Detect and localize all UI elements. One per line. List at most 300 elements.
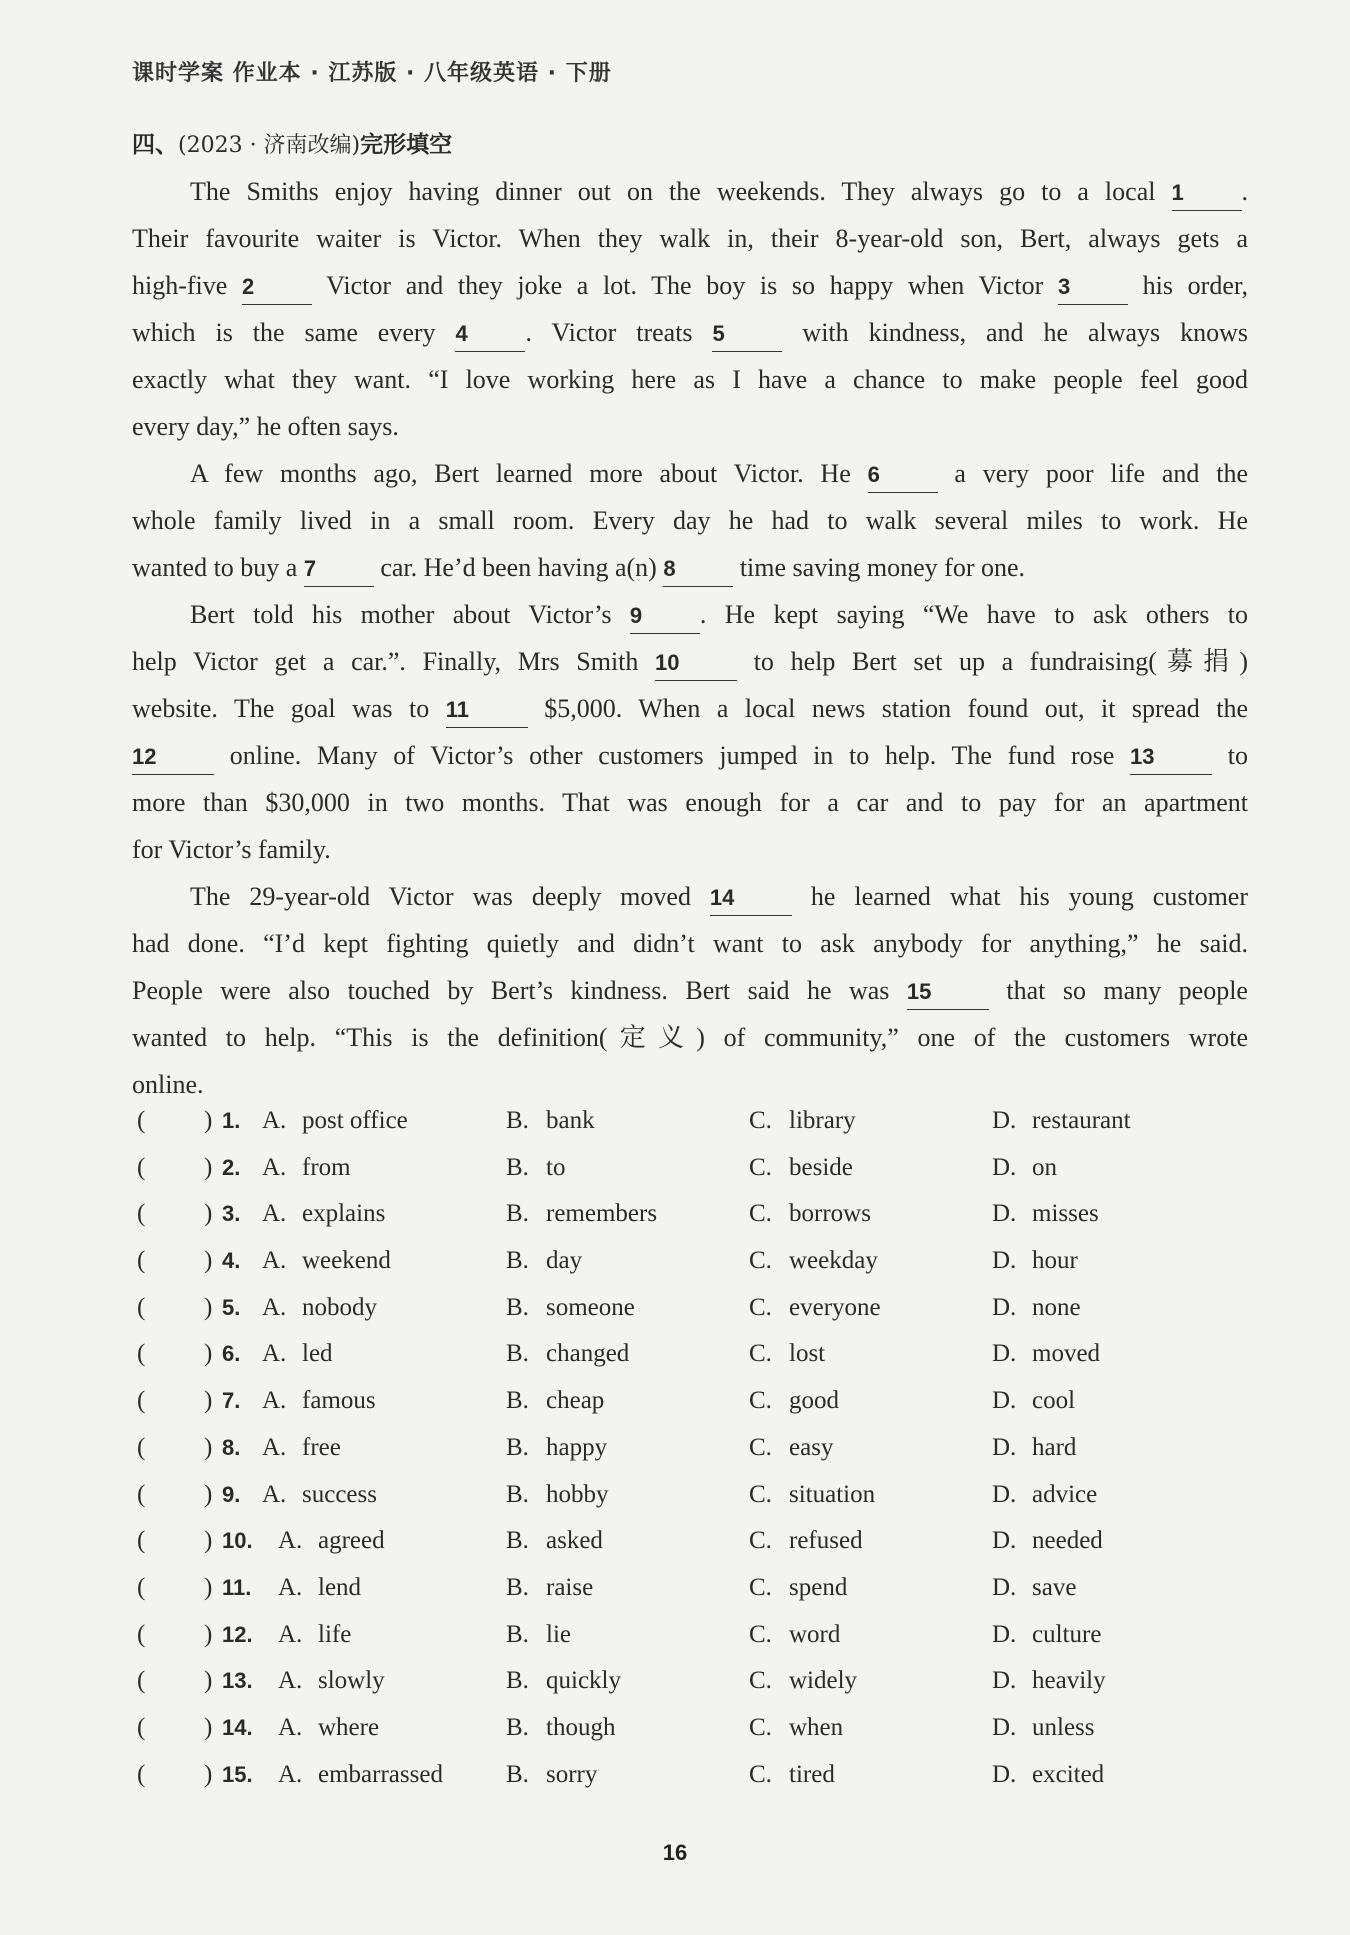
option-c[interactable] <box>749 1191 871 1237</box>
option-letter: D. <box>992 1667 1017 1695</box>
option-text: word <box>789 1620 841 1648</box>
option-text: on <box>1032 1153 1057 1181</box>
option-d[interactable] <box>992 1238 1078 1284</box>
option-letter: B. <box>506 1247 529 1275</box>
passage-line <box>132 779 1248 826</box>
option-text: moved <box>1032 1340 1101 1368</box>
option-c[interactable] <box>749 1425 833 1471</box>
option-letter: A. <box>278 1620 303 1648</box>
option-letter: D. <box>992 1433 1017 1461</box>
passage-text: $5,000. When a local news station found out, it spread the <box>527 694 1249 723</box>
question-number: 5. <box>222 1294 241 1320</box>
question-row <box>132 1565 1252 1612</box>
option-letter: D. <box>992 1620 1017 1648</box>
option-text: from <box>302 1153 351 1181</box>
option-a[interactable] <box>262 1425 341 1471</box>
passage-text: with kindness, and he always knows <box>782 318 1248 347</box>
option-b[interactable] <box>506 1518 603 1564</box>
option-letter: D. <box>992 1153 1017 1181</box>
option-b[interactable] <box>506 1425 607 1471</box>
passage-line <box>132 685 1248 732</box>
option-letter: B. <box>506 1340 529 1368</box>
option-text: beside <box>789 1153 853 1181</box>
answer-paren-close: ) <box>204 1387 213 1415</box>
question-number: 2. <box>222 1154 241 1180</box>
answer-paren-close: ) <box>204 1107 213 1134</box>
option-b[interactable] <box>506 1331 629 1377</box>
option-letter: D. <box>992 1480 1017 1508</box>
option-text: spend <box>789 1573 848 1601</box>
option-letter: D. <box>992 1340 1017 1368</box>
option-text: asked <box>546 1527 603 1555</box>
answer-paren-open[interactable]: ( <box>137 1433 146 1461</box>
option-letter: C. <box>749 1760 772 1788</box>
option-letter: D. <box>992 1527 1017 1555</box>
question-number: 15. <box>222 1761 253 1787</box>
answer-paren-close: ) <box>204 1340 213 1368</box>
option-text: weekend <box>302 1247 391 1275</box>
option-text: raise <box>546 1573 594 1601</box>
answer-paren-open[interactable]: ( <box>137 1247 146 1275</box>
option-b[interactable] <box>506 1098 595 1144</box>
option-text: hour <box>1032 1247 1078 1275</box>
option-d[interactable] <box>992 1752 1104 1798</box>
answer-paren-open[interactable]: ( <box>137 1760 146 1788</box>
option-c[interactable] <box>749 1098 856 1144</box>
option-text: tired <box>789 1760 835 1788</box>
option-b[interactable] <box>506 1658 621 1704</box>
option-text: nobody <box>302 1293 377 1321</box>
option-c[interactable] <box>749 1612 840 1658</box>
option-text: advice <box>1032 1480 1098 1508</box>
answer-paren-close: ) <box>204 1573 213 1601</box>
section-number: 四、 <box>132 132 178 158</box>
option-letter: C. <box>749 1387 772 1415</box>
passage-text: The 29-year-old Victor was deeply moved <box>190 882 710 911</box>
passage-text: help Victor get a car.”. Finally, Mrs Smith <box>132 647 656 676</box>
answer-paren-open[interactable]: ( <box>137 1480 146 1508</box>
section-title <box>132 126 452 159</box>
option-c[interactable] <box>749 1285 881 1331</box>
option-d[interactable] <box>992 1705 1095 1751</box>
option-text: hobby <box>546 1480 609 1508</box>
question-number: 8. <box>222 1434 241 1460</box>
option-text: bank <box>546 1107 595 1134</box>
question-number: 10. <box>222 1528 253 1554</box>
passage-line <box>132 826 1248 873</box>
option-a[interactable] <box>262 1472 377 1518</box>
option-text: to <box>546 1153 566 1181</box>
option-text: weekday <box>789 1247 878 1275</box>
option-text: culture <box>1032 1620 1102 1648</box>
option-d[interactable] <box>992 1612 1101 1658</box>
answer-paren-open[interactable]: ( <box>137 1667 146 1695</box>
option-text: needed <box>1032 1527 1103 1555</box>
answer-blank[interactable]: 8 <box>663 552 733 587</box>
option-a[interactable] <box>262 1145 351 1191</box>
option-text: lend <box>318 1573 362 1601</box>
option-b[interactable] <box>506 1612 571 1658</box>
answer-paren-open[interactable]: ( <box>137 1527 146 1555</box>
option-letter: A. <box>262 1200 287 1228</box>
passage-line <box>132 262 1248 309</box>
answer-paren-open[interactable]: ( <box>137 1387 146 1415</box>
option-letter: C. <box>749 1340 772 1368</box>
option-text: when <box>789 1713 844 1741</box>
option-text: post office <box>302 1107 408 1134</box>
answer-blank[interactable]: 2 <box>242 270 312 305</box>
passage-text: had done. “I’d kept fighting quietly and didn’t want to ask anybody for anything,” he said. <box>132 929 1248 958</box>
answer-paren-open[interactable]: ( <box>137 1620 146 1648</box>
option-a[interactable] <box>278 1705 379 1751</box>
passage-line <box>132 873 1248 920</box>
option-d[interactable] <box>992 1378 1075 1424</box>
question-row <box>132 1238 1252 1285</box>
option-letter: D. <box>992 1200 1017 1228</box>
question-number: 4. <box>222 1248 241 1274</box>
option-letter: C. <box>749 1620 772 1648</box>
option-c[interactable] <box>749 1472 875 1518</box>
passage-text: Bert told his mother about Victor’s <box>190 600 630 629</box>
option-d[interactable] <box>992 1331 1100 1377</box>
option-a[interactable] <box>262 1285 377 1331</box>
answer-blank[interactable]: 15 <box>907 975 989 1010</box>
option-a[interactable] <box>278 1612 351 1658</box>
option-letter: B. <box>506 1293 529 1321</box>
option-a[interactable] <box>262 1191 385 1237</box>
option-text: where <box>318 1713 380 1741</box>
option-letter: B. <box>506 1713 529 1741</box>
answer-blank[interactable]: 1 <box>1172 176 1242 211</box>
option-text: led <box>302 1340 333 1368</box>
option-text: save <box>1032 1573 1077 1601</box>
passage-line <box>132 356 1248 403</box>
option-text: embarrassed <box>318 1760 443 1788</box>
option-b[interactable] <box>506 1705 615 1751</box>
answer-paren-open[interactable]: ( <box>137 1293 146 1321</box>
option-b[interactable] <box>506 1145 565 1191</box>
option-letter: B. <box>506 1433 529 1461</box>
option-letter: D. <box>992 1107 1017 1134</box>
option-letter: B. <box>506 1620 529 1648</box>
question-row <box>132 1145 1252 1192</box>
answer-paren-close: ) <box>204 1667 213 1695</box>
answer-blank[interactable]: 6 <box>868 458 938 493</box>
passage-line <box>132 309 1248 356</box>
option-text: happy <box>546 1433 608 1461</box>
question-number: 14. <box>222 1714 253 1740</box>
option-letter: B. <box>506 1107 529 1134</box>
option-c[interactable] <box>749 1658 857 1704</box>
option-c[interactable] <box>749 1752 835 1798</box>
option-text: widely <box>789 1667 858 1695</box>
option-letter: C. <box>749 1527 772 1555</box>
option-letter: C. <box>749 1153 772 1181</box>
option-text: someone <box>546 1293 635 1321</box>
option-letter: A. <box>278 1527 303 1555</box>
question-number: 3. <box>222 1201 241 1227</box>
answer-blank[interactable]: 9 <box>630 599 700 634</box>
passage-text: to help Bert set up a fundraising(募捐) <box>737 647 1248 676</box>
option-c[interactable] <box>749 1331 825 1377</box>
option-c[interactable] <box>749 1705 843 1751</box>
passage-text: he learned what his young customer <box>791 882 1248 911</box>
passage-text: Victor and they joke a lot. The boy is so happy when Victor <box>311 271 1058 300</box>
answer-paren-open[interactable]: ( <box>137 1713 146 1741</box>
option-letter: A. <box>278 1573 303 1601</box>
passage-text: online. Many of Victor’s other customers jumped in to help. The fund rose <box>214 741 1131 770</box>
passage-line <box>132 1014 1248 1061</box>
question-row <box>132 1098 1252 1145</box>
passage-text: . He kept saying “We have to ask others to <box>699 600 1248 629</box>
option-letter: D. <box>992 1247 1017 1275</box>
option-b[interactable] <box>506 1238 582 1284</box>
option-letter: A. <box>262 1107 287 1134</box>
passage-text: to <box>1212 741 1248 770</box>
answer-blank[interactable]: 13 <box>1130 740 1212 775</box>
option-text: none <box>1032 1293 1081 1321</box>
option-a[interactable] <box>262 1098 408 1144</box>
question-row <box>132 1658 1252 1705</box>
passage-text: People were also touched by Bert’s kindness. Bert said he was <box>132 976 907 1005</box>
answer-paren-open[interactable]: ( <box>137 1200 146 1228</box>
question-list <box>132 1098 1252 1798</box>
passage-line <box>132 920 1248 967</box>
cloze-passage <box>132 168 1248 1108</box>
passage-text: wanted to buy a <box>132 553 304 582</box>
option-a[interactable] <box>262 1378 376 1424</box>
question-number: 11. <box>222 1574 252 1600</box>
option-c[interactable] <box>749 1145 853 1191</box>
question-row <box>132 1612 1252 1659</box>
passage-line <box>132 591 1248 638</box>
option-letter: A. <box>262 1433 287 1461</box>
question-row <box>132 1705 1252 1752</box>
answer-paren-close: ) <box>204 1620 213 1648</box>
option-letter: B. <box>506 1387 529 1415</box>
passage-text: that so many people <box>988 976 1248 1005</box>
passage-text: wanted to help. “This is the definition(定义) of community,” one of the customers wrote <box>132 1023 1248 1052</box>
page-number: 16 <box>662 1840 688 1865</box>
question-row <box>132 1472 1252 1519</box>
option-text: unless <box>1032 1713 1095 1741</box>
question-row <box>132 1285 1252 1332</box>
passage-text: more than $30,000 in two months. That was enough for a car and to pay for an apartment <box>132 788 1248 817</box>
answer-paren-close: ) <box>204 1760 213 1788</box>
option-letter: A. <box>262 1293 287 1321</box>
passage-text: website. The goal was to <box>132 694 446 723</box>
option-letter: B. <box>506 1527 529 1555</box>
passage-line <box>132 544 1248 591</box>
option-d[interactable] <box>992 1191 1099 1237</box>
answer-blank[interactable]: 3 <box>1058 270 1128 305</box>
option-text: heavily <box>1032 1667 1106 1695</box>
section-source: (2023 · 济南改编) <box>178 133 361 158</box>
option-b[interactable] <box>506 1472 609 1518</box>
passage-line <box>132 403 1248 450</box>
option-a[interactable] <box>278 1565 361 1611</box>
answer-paren-close: ) <box>204 1713 213 1741</box>
option-letter: A. <box>278 1667 303 1695</box>
option-d[interactable] <box>992 1145 1057 1191</box>
option-text: slowly <box>318 1667 385 1695</box>
answer-blank[interactable]: 10 <box>655 646 737 681</box>
passage-text: car. He’d been having a(n) <box>373 553 664 582</box>
option-text: good <box>789 1387 839 1415</box>
passage-line <box>132 732 1248 779</box>
option-a[interactable] <box>278 1518 385 1564</box>
option-b[interactable] <box>506 1565 593 1611</box>
answer-blank[interactable]: 11 <box>446 693 528 728</box>
option-letter: C. <box>749 1200 772 1228</box>
option-text: situation <box>789 1480 876 1508</box>
option-text: restaurant <box>1032 1107 1131 1134</box>
answer-paren-close: ) <box>204 1480 213 1508</box>
question-row <box>132 1191 1252 1238</box>
option-letter: C. <box>749 1293 772 1321</box>
answer-paren-open[interactable]: ( <box>137 1153 146 1181</box>
option-text: hard <box>1032 1433 1077 1461</box>
answer-blank[interactable]: 14 <box>710 881 792 916</box>
answer-blank[interactable]: 5 <box>712 317 782 352</box>
passage-text: a very poor life and the <box>937 459 1248 488</box>
answer-paren-open[interactable]: ( <box>137 1573 146 1601</box>
passage-text: . <box>1241 177 1248 206</box>
option-text: lost <box>789 1340 826 1368</box>
option-text: borrows <box>789 1200 871 1228</box>
option-letter: A. <box>278 1713 303 1741</box>
option-text: though <box>546 1713 616 1741</box>
passage-text: which is the same every <box>132 318 456 347</box>
page-header: 课时学案 作业本 · 江苏版 · 八年级英语 · 下册 <box>132 61 612 86</box>
option-d[interactable] <box>992 1285 1081 1331</box>
passage-text: whole family lived in a small room. Every day he had to walk several miles to work. He <box>132 506 1248 535</box>
option-letter: A. <box>262 1340 287 1368</box>
option-d[interactable] <box>992 1518 1103 1564</box>
option-d[interactable] <box>992 1098 1131 1144</box>
option-letter: C. <box>749 1107 772 1134</box>
section-heading: 完形填空 <box>360 132 453 158</box>
answer-paren-open[interactable]: ( <box>137 1340 146 1368</box>
option-c[interactable] <box>749 1518 863 1564</box>
option-letter: A. <box>262 1153 287 1181</box>
option-letter: D. <box>992 1713 1017 1741</box>
answer-blank[interactable]: 7 <box>304 552 374 587</box>
option-letter: D. <box>992 1760 1017 1788</box>
option-letter: C. <box>749 1480 772 1508</box>
option-d[interactable] <box>992 1658 1106 1704</box>
option-text: life <box>318 1620 352 1648</box>
question-row <box>132 1425 1252 1472</box>
passage-text: high-five <box>132 271 242 300</box>
question-row <box>132 1378 1252 1425</box>
option-letter: D. <box>992 1387 1017 1415</box>
option-text: excited <box>1032 1760 1105 1788</box>
option-text: explains <box>302 1200 386 1228</box>
option-text: agreed <box>318 1527 385 1555</box>
passage-text: online. <box>132 1070 204 1099</box>
option-text: cool <box>1032 1387 1076 1415</box>
passage-text: . Victor treats <box>525 318 713 347</box>
option-text: sorry <box>546 1760 598 1788</box>
answer-paren-open[interactable]: ( <box>137 1107 146 1134</box>
option-text: famous <box>302 1387 376 1415</box>
option-b[interactable] <box>506 1191 657 1237</box>
answer-blank[interactable]: 12 <box>132 740 214 775</box>
passage-line <box>132 497 1248 544</box>
option-a[interactable] <box>278 1658 385 1704</box>
option-letter: B. <box>506 1760 529 1788</box>
passage-text: exactly what they want. “I love working here as I have a chance to make people feel good <box>132 365 1248 394</box>
option-c[interactable] <box>749 1565 847 1611</box>
option-c[interactable] <box>749 1238 878 1284</box>
question-row <box>132 1752 1252 1799</box>
question-number: 1. <box>222 1108 241 1133</box>
option-text: misses <box>1032 1200 1099 1228</box>
option-letter: C. <box>749 1247 772 1275</box>
option-d[interactable] <box>992 1565 1076 1611</box>
option-d[interactable] <box>992 1472 1097 1518</box>
option-text: refused <box>789 1527 863 1555</box>
option-text: changed <box>546 1340 630 1368</box>
question-number: 13. <box>222 1668 253 1694</box>
option-a[interactable] <box>262 1238 391 1284</box>
option-a[interactable] <box>278 1752 443 1798</box>
option-letter: A. <box>262 1387 287 1415</box>
option-b[interactable] <box>506 1285 635 1331</box>
passage-line <box>132 168 1248 215</box>
option-text: lie <box>546 1620 571 1648</box>
passage-line <box>132 967 1248 1014</box>
passage-line <box>132 638 1248 685</box>
option-letter: B. <box>506 1200 529 1228</box>
option-letter: D. <box>992 1573 1017 1601</box>
question-row <box>132 1518 1252 1565</box>
answer-blank[interactable]: 4 <box>455 317 525 352</box>
option-letter: C. <box>749 1667 772 1695</box>
option-d[interactable] <box>992 1425 1076 1471</box>
passage-line <box>132 215 1248 262</box>
option-b[interactable] <box>506 1378 604 1424</box>
option-a[interactable] <box>262 1331 333 1377</box>
question-number: 9. <box>222 1481 241 1507</box>
option-letter: C. <box>749 1433 772 1461</box>
passage-text: his order, <box>1127 271 1248 300</box>
option-text: remembers <box>546 1200 658 1228</box>
option-text: library <box>789 1107 856 1134</box>
option-text: cheap <box>546 1387 605 1415</box>
option-letter: B. <box>506 1153 529 1181</box>
answer-paren-close: ) <box>204 1433 213 1461</box>
passage-line <box>132 450 1248 497</box>
option-b[interactable] <box>506 1752 597 1798</box>
option-text: everyone <box>789 1293 881 1321</box>
option-letter: C. <box>749 1713 772 1741</box>
answer-paren-close: ) <box>204 1527 213 1555</box>
answer-paren-close: ) <box>204 1153 213 1181</box>
passage-text: The Smiths enjoy having dinner out on the weekends. They always go to a local <box>190 177 1172 206</box>
passage-text: Their favourite waiter is Victor. When they walk in, their 8-year-old son, Bert, always gets a <box>132 224 1248 253</box>
question-number: 7. <box>222 1388 241 1414</box>
option-text: easy <box>789 1433 834 1461</box>
answer-paren-close: ) <box>204 1200 213 1228</box>
passage-text: for Victor’s family. <box>132 835 331 864</box>
option-text: free <box>302 1433 341 1461</box>
question-row <box>132 1331 1252 1378</box>
option-letter: C. <box>749 1573 772 1601</box>
option-c[interactable] <box>749 1378 839 1424</box>
passage-text: A few months ago, Bert learned more about Victor. He <box>190 459 868 488</box>
